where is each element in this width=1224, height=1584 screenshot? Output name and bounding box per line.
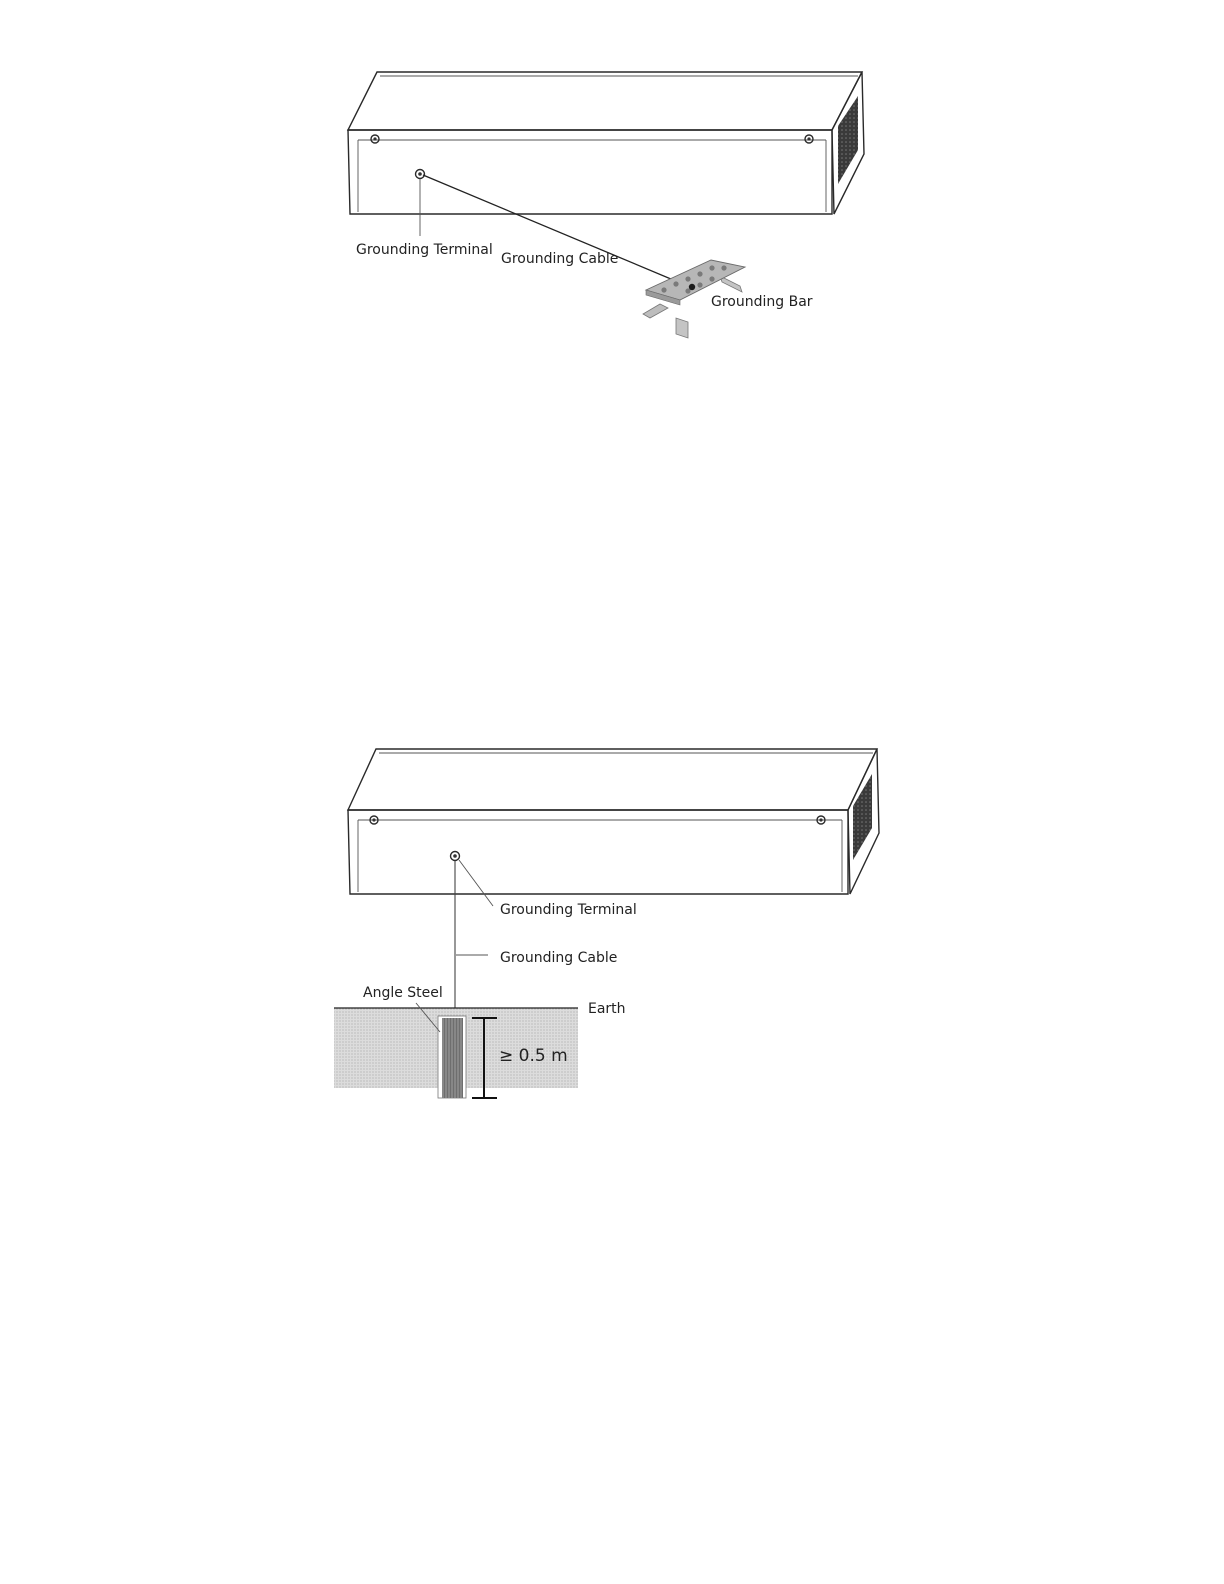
label-depth: ≥ 0.5 m — [499, 1046, 568, 1066]
label-grounding-terminal: Grounding Terminal — [500, 902, 637, 918]
chassis-front-face — [348, 130, 832, 214]
terminal-leader-line — [459, 860, 493, 906]
label-grounding-terminal: Grounding Terminal — [356, 242, 493, 258]
device-chassis-2 — [348, 749, 879, 894]
device-chassis — [348, 72, 864, 214]
label-grounding-bar: Grounding Bar — [711, 294, 813, 310]
chassis-top-face — [348, 72, 862, 130]
mount-screw-left-center — [372, 818, 375, 821]
grounding-terminal-icon — [451, 852, 460, 861]
figure-1-grounding-bar-diagram — [348, 72, 864, 338]
mount-screw-left-center — [373, 137, 376, 140]
label-grounding-cable: Grounding Cable — [501, 251, 619, 267]
angle-steel-bar — [442, 1018, 463, 1098]
label-earth: Earth — [588, 1001, 626, 1017]
figure-2-angle-steel-diagram — [334, 749, 879, 1098]
mount-screw-right-center — [807, 137, 810, 140]
chassis-top-face — [348, 749, 877, 810]
grounding-cable-line — [423, 175, 690, 287]
mount-screw-right-center — [819, 818, 822, 821]
chassis-front-face — [348, 810, 848, 894]
label-grounding-cable: Grounding Cable — [500, 950, 618, 966]
vent-grille — [853, 774, 872, 860]
grounding-terminal-icon — [416, 170, 425, 179]
label-angle-steel: Angle Steel — [363, 985, 443, 1001]
